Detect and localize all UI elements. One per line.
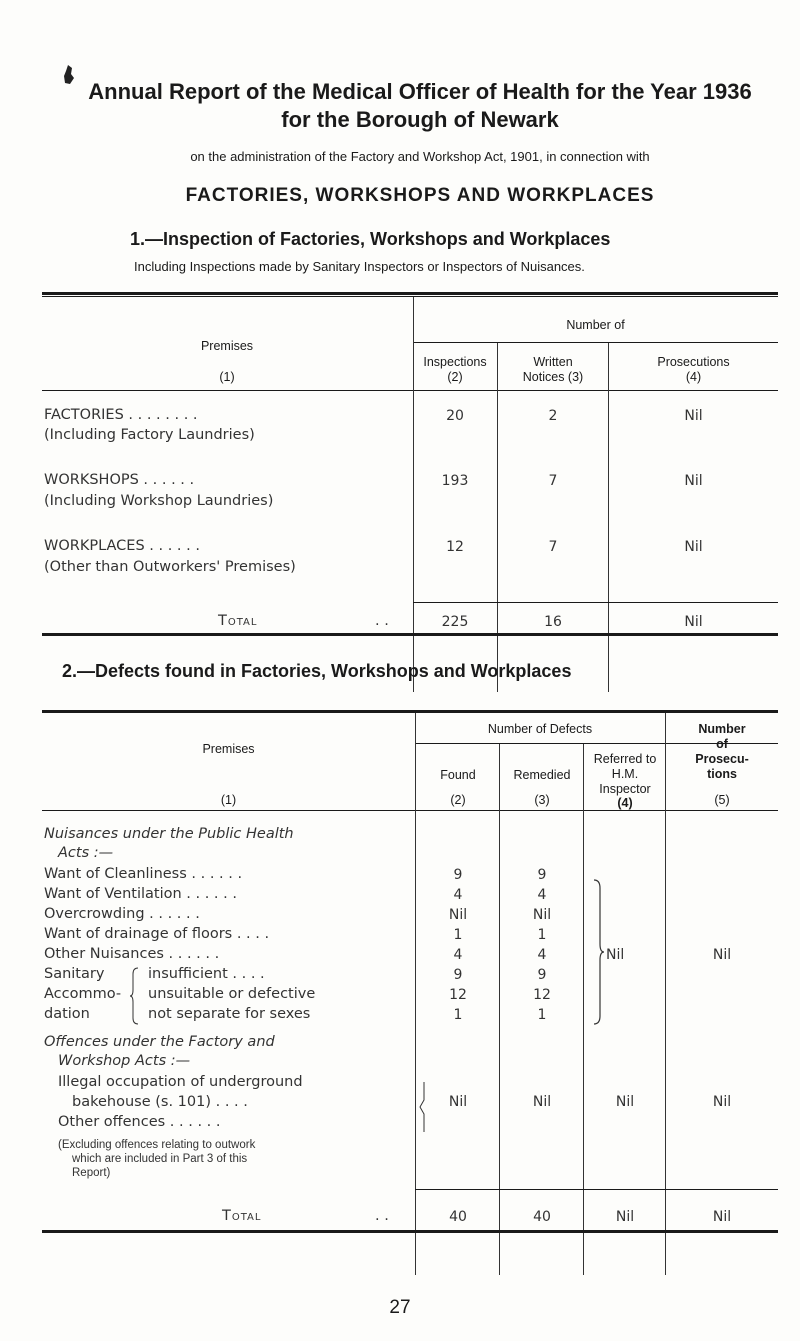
table2-sanitary-row2-remedied: 12 <box>533 987 551 1003</box>
table2-sanitary-row1-found: 9 <box>453 967 463 983</box>
table2-sanitary-label-3: dation <box>44 1006 90 1022</box>
table2-total-prosecutions: Nil <box>712 1209 732 1225</box>
table2-g1-row4-remedied: 1 <box>537 927 547 943</box>
table1-col-premises-num: (1) <box>219 370 235 384</box>
table1-row2-name: WORKSHOPS . . . . . . <box>44 472 195 488</box>
table2-col-prosecutions-2: of <box>716 737 728 751</box>
table2-excluding-3: Report) <box>72 1167 111 1179</box>
table1-divider-2 <box>497 343 498 692</box>
table1-total-dots: . . <box>375 613 389 629</box>
table2-col-prosecutions-1: Number <box>698 722 746 736</box>
table1-row2-sub: (Including Workshop Laundries) <box>44 493 274 509</box>
table2-g1-row1-remedied: 9 <box>537 867 547 883</box>
table2-col-found: Found <box>440 768 476 782</box>
table2-g1-row4-found: 1 <box>453 927 463 943</box>
table2-group2-title-1: Offences under the Factory and <box>44 1034 275 1050</box>
table2-group1-title-1: Nuisances under the Public Health <box>44 826 294 842</box>
section1-title: 1.—Inspection of Factories, Workshops and Workplaces <box>130 229 611 249</box>
table2-sanitary-row3-remedied: 1 <box>537 1007 547 1023</box>
table2-g1-row4-label: Want of drainage of floors . . . . <box>44 926 270 942</box>
table2-col-remedied: Remedied <box>513 768 571 782</box>
table2-col-referred-3: Inspector <box>599 782 651 796</box>
table1-total-label: Total <box>218 613 258 629</box>
table2-divider-4 <box>665 713 666 1275</box>
group1-brace-icon <box>592 878 604 1026</box>
table2-bottom-rule <box>42 1230 778 1233</box>
title-line-1: Annual Report of the Medical Officer of Health for the Year 1936 <box>88 79 752 104</box>
table2-g1-row5-label: Other Nuisances . . . . . . <box>44 946 220 962</box>
table2-col-referred-2: H.M. <box>611 767 639 781</box>
main-heading: FACTORIES, WORKSHOPS AND WORKPLACES <box>185 185 655 206</box>
table2-group2-found: Nil <box>448 1094 468 1110</box>
table1-total-rule <box>413 602 778 603</box>
table2-col-referred-1: Referred to <box>593 752 657 766</box>
table2-g1-row5-found: 4 <box>453 947 463 963</box>
table2-group1-referred: Nil <box>606 947 625 963</box>
table2-col-referred-num: (4) <box>617 796 633 810</box>
table1-header-rule <box>42 390 778 391</box>
table2-total-found: 40 <box>449 1209 467 1225</box>
table2-sanitary-row3-found: 1 <box>453 1007 463 1023</box>
table2-excluding-1: (Excluding offences relating to outwork <box>58 1139 256 1151</box>
table1-divider-3 <box>608 343 609 692</box>
table1-total-prosecutions: Nil <box>684 614 703 630</box>
table1-col-inspections-num: (2) <box>447 370 463 384</box>
table1-top-rule-thin <box>42 296 778 297</box>
table2-sanitary-row1-label: insufficient . . . . <box>148 966 265 982</box>
table2-g1-row3-found: Nil <box>448 907 468 923</box>
table2-sanitary-row1-remedied: 9 <box>537 967 547 983</box>
table2-header-rule <box>42 810 778 811</box>
table1-col-prosecutions: Prosecutions <box>657 355 730 369</box>
table2-g1-row3-remedied: Nil <box>532 907 552 923</box>
table1-row1-inspections: 20 <box>446 408 464 424</box>
table2-col-number-defects: Number of Defects <box>487 722 593 736</box>
table2-group2-prosecutions: Nil <box>712 1094 732 1110</box>
table2-total-referred: Nil <box>615 1209 635 1225</box>
table2-group2-row1-line1: Illegal occupation of underground <box>58 1074 303 1090</box>
table1-col-written: Written <box>533 355 573 369</box>
table2-g1-row5-remedied: 4 <box>537 947 547 963</box>
table2-sanitary-row3-label: not separate for sexes <box>148 1006 311 1022</box>
table2-g1-row2-label: Want of Ventilation . . . . . . <box>44 886 237 902</box>
table2-col-prosecutions-4: tions <box>707 767 737 781</box>
table2-col-prosecutions-3: Prosecu- <box>695 752 749 766</box>
table1-row2-notices: 7 <box>548 473 558 489</box>
table2-group2-remedied: Nil <box>532 1094 552 1110</box>
title-line-2: for the Borough of Newark <box>281 107 559 132</box>
table1-top-rule <box>42 292 778 295</box>
table1-bottom-rule <box>42 633 778 636</box>
table2-group2-row2: Other offences . . . . . . <box>58 1114 221 1130</box>
table1-row1-name: FACTORIES . . . . . . . . <box>44 407 198 423</box>
table2-col-premises: Premises <box>202 742 255 756</box>
table2-sanitary-label-1: Sanitary <box>44 966 105 982</box>
table2-top-rule <box>42 710 778 713</box>
table2-group2-row1-line2: bakehouse (s. 101) . . . . <box>72 1094 248 1110</box>
table1-row1-sub: (Including Factory Laundries) <box>44 427 255 443</box>
table1-col-premises: Premises <box>200 339 254 353</box>
table1-row1-prosecutions: Nil <box>684 408 703 424</box>
table2-col-found-num: (2) <box>450 793 466 807</box>
table2-total-rule <box>415 1189 778 1190</box>
table2-group2-title-2: Workshop Acts :— <box>58 1053 191 1069</box>
table2-g1-row2-found: 4 <box>453 887 463 903</box>
table2-col-premises-num: (1) <box>220 793 237 807</box>
page-number: 27 <box>389 1297 411 1318</box>
table2-total-dots: . . <box>375 1208 389 1224</box>
table2-col-prosecutions-num: (5) <box>714 793 730 807</box>
table1-row1-notices: 2 <box>548 408 558 424</box>
table1-row3-notices: 7 <box>548 539 558 555</box>
table2-total-label: Total <box>222 1208 262 1224</box>
table1-row3-sub: (Other than Outworkers' Premises) <box>44 559 296 575</box>
table1-col-prosecutions-num: (4) <box>685 370 702 384</box>
table1-row3-inspections: 12 <box>446 539 464 555</box>
table1-col-number-of: Number of <box>566 318 625 332</box>
table1-row3-name: WORKPLACES . . . . . . <box>44 538 200 554</box>
section2-title: 2.—Defects found in Factories, Workshops and Workplaces <box>62 661 572 681</box>
table2-g1-row3-label: Overcrowding . . . . . . <box>44 906 200 922</box>
table2-total-remedied: 40 <box>533 1209 551 1225</box>
table2-g1-row1-found: 9 <box>453 867 463 883</box>
table2-g1-row2-remedied: 4 <box>537 887 547 903</box>
table1-subheader-rule <box>413 342 778 343</box>
sanitary-brace-icon <box>130 966 140 1026</box>
report-subtitle: on the administration of the Factory and Workshop Act, 1901, in connection with <box>190 149 650 164</box>
table2-group1-prosecutions: Nil <box>712 947 732 963</box>
table2-sanitary-row2-found: 12 <box>449 987 467 1003</box>
report-title <box>60 78 780 134</box>
table2-excluding-2: which are included in Part 3 of this <box>72 1153 248 1165</box>
table2-g1-row1-label: Want of Cleanliness . . . . . . <box>44 866 243 882</box>
table1-total-notices: 16 <box>544 614 562 630</box>
table1-row2-prosecutions: Nil <box>684 473 703 489</box>
section1-note: Including Inspections made by Sanitary Inspectors or Inspectors of Nuisances. <box>134 259 585 274</box>
table1-row3-prosecutions: Nil <box>684 539 703 555</box>
table2-group2-referred: Nil <box>615 1094 635 1110</box>
table1-col-inspections: Inspections <box>423 355 487 369</box>
table2-group1-title-2: Acts :— <box>58 845 114 861</box>
table1-total-inspections: 225 <box>441 614 469 630</box>
table1-col-written-2: Notices (3) <box>522 370 584 384</box>
table2-sanitary-row2-label: unsuitable or defective <box>148 986 316 1002</box>
table2-col-remedied-num: (3) <box>534 793 550 807</box>
table1-row2-inspections: 193 <box>441 473 469 489</box>
table2-sanitary-label-2: Accommo- <box>44 986 122 1002</box>
